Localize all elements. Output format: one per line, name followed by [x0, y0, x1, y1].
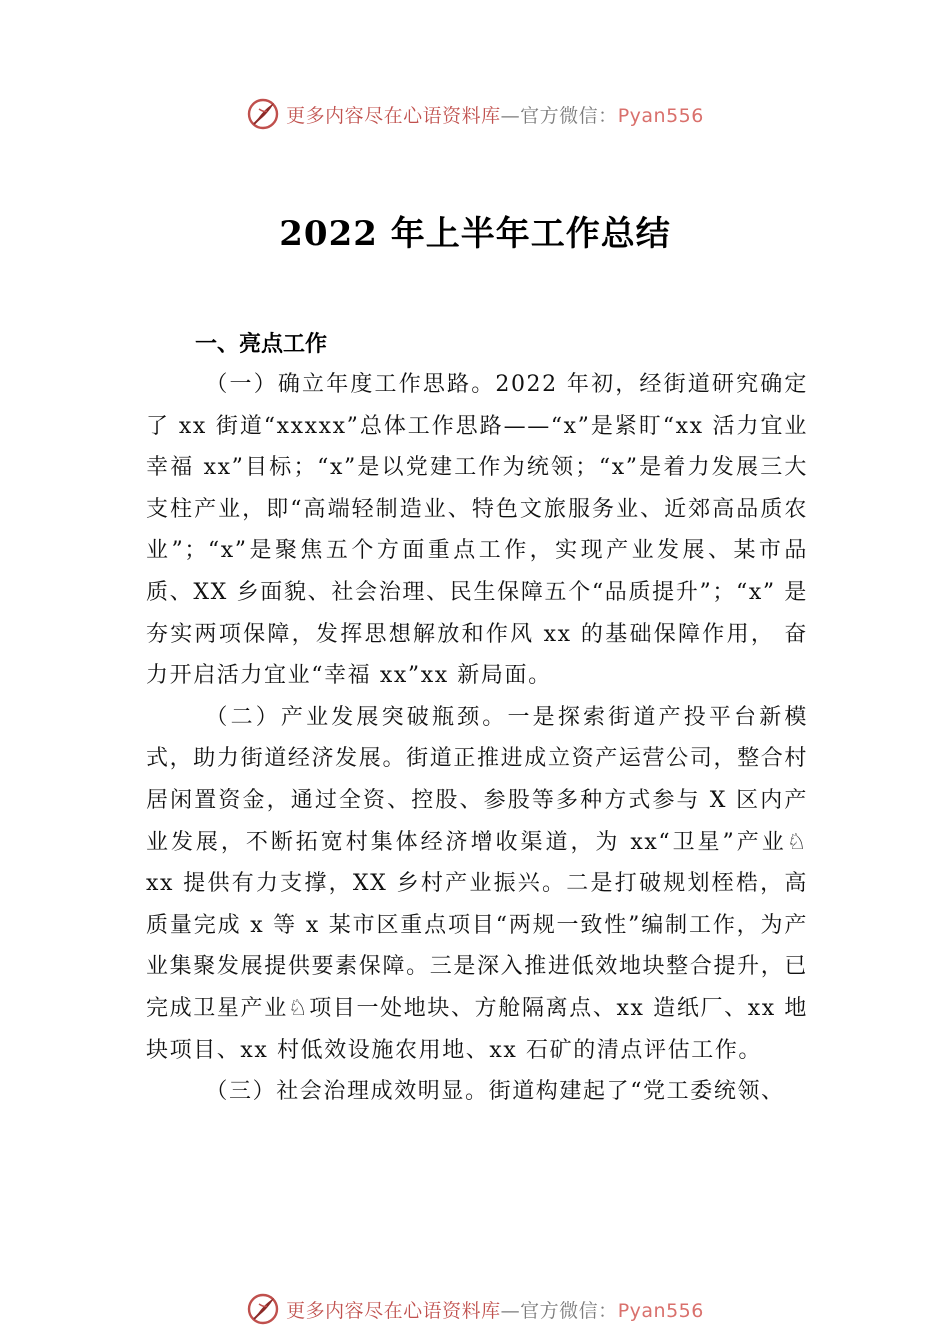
watermark-main: 更多内容尽在心语资料库 [286, 104, 501, 127]
paragraph-1: （一）确立年度工作思路。2022 年初，经街道研究确定了 xx 街道“xxxxx”总体工作思路——“x”是紧盯“xx 活力宜业幸福 xx”目标；“x”是以党建工作为统领；“x”是着力发展三大支柱产业，即“高端轻制造业、特色文旅服务业、近郊高品质农业”；“x”是聚焦五个方面重点工作，实现产业发展、某市品质、XX 乡面貌、社会治理、民生保障五个“品质提升”；“x” 是夯实两项保障，发挥思想解放和作风 xx 的基础保障作用， 奋力开启活力宜业“幸福 xx”xx 新局面。 [146, 372, 808, 689]
watermark-footer [0, 1289, 950, 1329]
watermark-label: 官方微信： [520, 1299, 618, 1322]
watermark-separator: — [500, 1299, 521, 1322]
watermark-text [286, 101, 704, 128]
watermark-wechat-id: Pyan556 [617, 1299, 704, 1322]
watermark-header [0, 94, 950, 134]
watermark-separator: — [500, 104, 521, 127]
document-title: 2022 年上半年工作总结 [279, 214, 671, 254]
watermark-wechat-id: Pyan556 [617, 104, 704, 127]
section-heading: 一、亮点工作 [195, 332, 328, 357]
watermark-text [286, 1296, 704, 1323]
quill-logo-icon [246, 97, 280, 131]
paragraph-3: （三）社会治理成效明显。街道构建起了“党工委统领、 [205, 1079, 785, 1105]
watermark-label: 官方微信： [520, 104, 618, 127]
document-body [146, 364, 808, 1113]
quill-logo-icon [246, 1292, 280, 1326]
watermark-main: 更多内容尽在心语资料库 [286, 1299, 501, 1322]
paragraph-2: （二）产业发展突破瓶颈。一是探索街道产投平台新模式，助力街道经济发展。街道正推进成立资产运营公司，整合村居闲置资金，通过全资、控股、参股等多种方式参与 X 区内产业发展，不断拓宽村集体经济增收渠道，为 xx“卫星”产业♘ xx 提供有力支撑，XX 乡村产业振兴。二是打破规划桎梏，高质量完成 x 等 x 某市区重点项目“两规一致性”编制工作，为产业集聚发展提供要素保障。三是深入推进低效地块整合提升，已完成卫星产业♘项目一处地块、方舱隔离点、xx 造纸厂、xx 地块项目、xx 村低效设施农用地、xx 石矿的清点评估工作。 [146, 704, 808, 1063]
